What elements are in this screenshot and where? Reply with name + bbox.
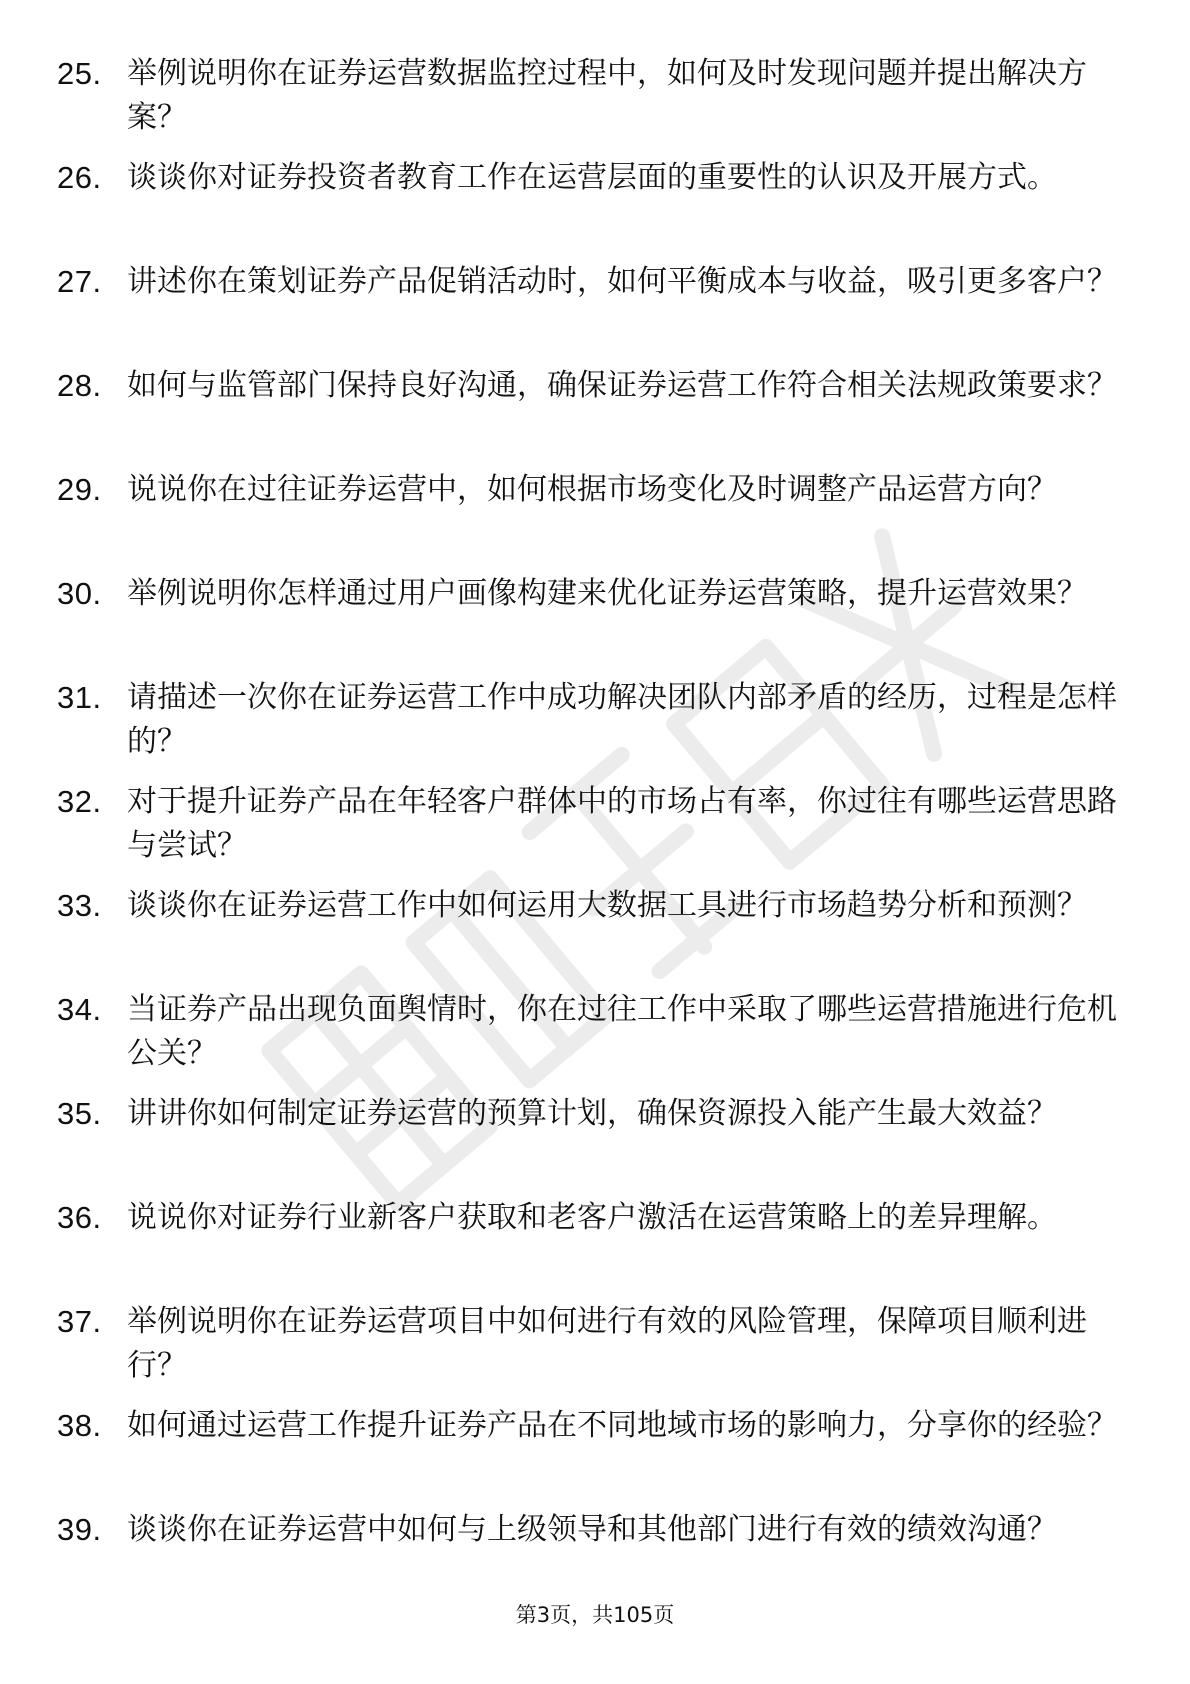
list-item [57,468,1117,572]
question-text: 谈谈你在证券运营工作中如何运用大数据工具进行市场趋势分析和预测？ [127,888,1087,923]
question-text: 对于提升证券产品在年轻客户群体中的市场占有率，你过往有哪些运营思路与尝试？ [127,784,1117,863]
question-number: 39. [57,1512,102,1547]
list-item [57,1508,1117,1612]
question-text: 举例说明你在证券运营数据监控过程中，如何及时发现问题并提出解决方案？ [127,56,1087,135]
question-number: 33. [57,888,102,923]
question-number: 34. [57,992,102,1027]
question-list [57,52,1117,1612]
list-item [57,1404,1117,1508]
list-item [57,1092,1117,1196]
page-number-label: 第3页，共105页 [515,1603,675,1627]
question-text: 如何通过运营工作提升证券产品在不同地域市场的影响力，分享你的经验？ [127,1408,1117,1443]
question-text: 谈谈你对证券投资者教育工作在运营层面的重要性的认识及开展方式。 [127,160,1057,195]
question-number: 29. [57,472,102,507]
question-text: 举例说明你怎样通过用户画像构建来优化证券运营策略，提升运营效果？ [127,576,1087,611]
list-item [57,1196,1117,1300]
list-item [57,988,1117,1092]
list-item [57,780,1117,884]
question-number: 31. [57,680,102,715]
question-number: 28. [57,368,102,403]
page-footer [0,1600,1190,1630]
list-item [57,364,1117,468]
list-item [57,260,1117,364]
list-item [57,156,1117,260]
question-number: 37. [57,1304,102,1339]
list-item [57,884,1117,988]
list-item [57,676,1117,780]
question-text: 讲讲你如何制定证券运营的预算计划，确保资源投入能产生最大效益？ [127,1096,1057,1131]
question-text: 谈谈你在证券运营中如何与上级领导和其他部门进行有效的绩效沟通？ [127,1512,1057,1547]
question-number: 30. [57,576,102,611]
question-number: 27. [57,264,102,299]
question-number: 25. [57,56,102,91]
question-number: 26. [57,160,102,195]
question-number: 35. [57,1096,102,1131]
question-text: 如何与监管部门保持良好沟通，确保证券运营工作符合相关法规政策要求？ [127,368,1117,403]
question-number: 32. [57,784,102,819]
list-item [57,572,1117,676]
question-text: 当证券产品出现负面舆情时，你在过往工作中采取了哪些运营措施进行危机公关？ [127,992,1117,1071]
question-text: 说说你对证券行业新客户获取和老客户激活在运营策略上的差异理解。 [127,1200,1057,1235]
question-text: 请描述一次你在证券运营工作中成功解决团队内部矛盾的经历，过程是怎样的？ [127,680,1117,759]
question-text: 举例说明你在证券运营项目中如何进行有效的风险管理，保障项目顺利进行？ [127,1304,1087,1383]
question-text: 讲述你在策划证券产品促销活动时，如何平衡成本与收益，吸引更多客户？ [127,264,1117,299]
list-item [57,1300,1117,1404]
question-number: 36. [57,1200,102,1235]
question-text: 说说你在过往证券运营中，如何根据市场变化及时调整产品运营方向？ [127,472,1057,507]
question-number: 38. [57,1408,102,1443]
list-item [57,52,1117,156]
